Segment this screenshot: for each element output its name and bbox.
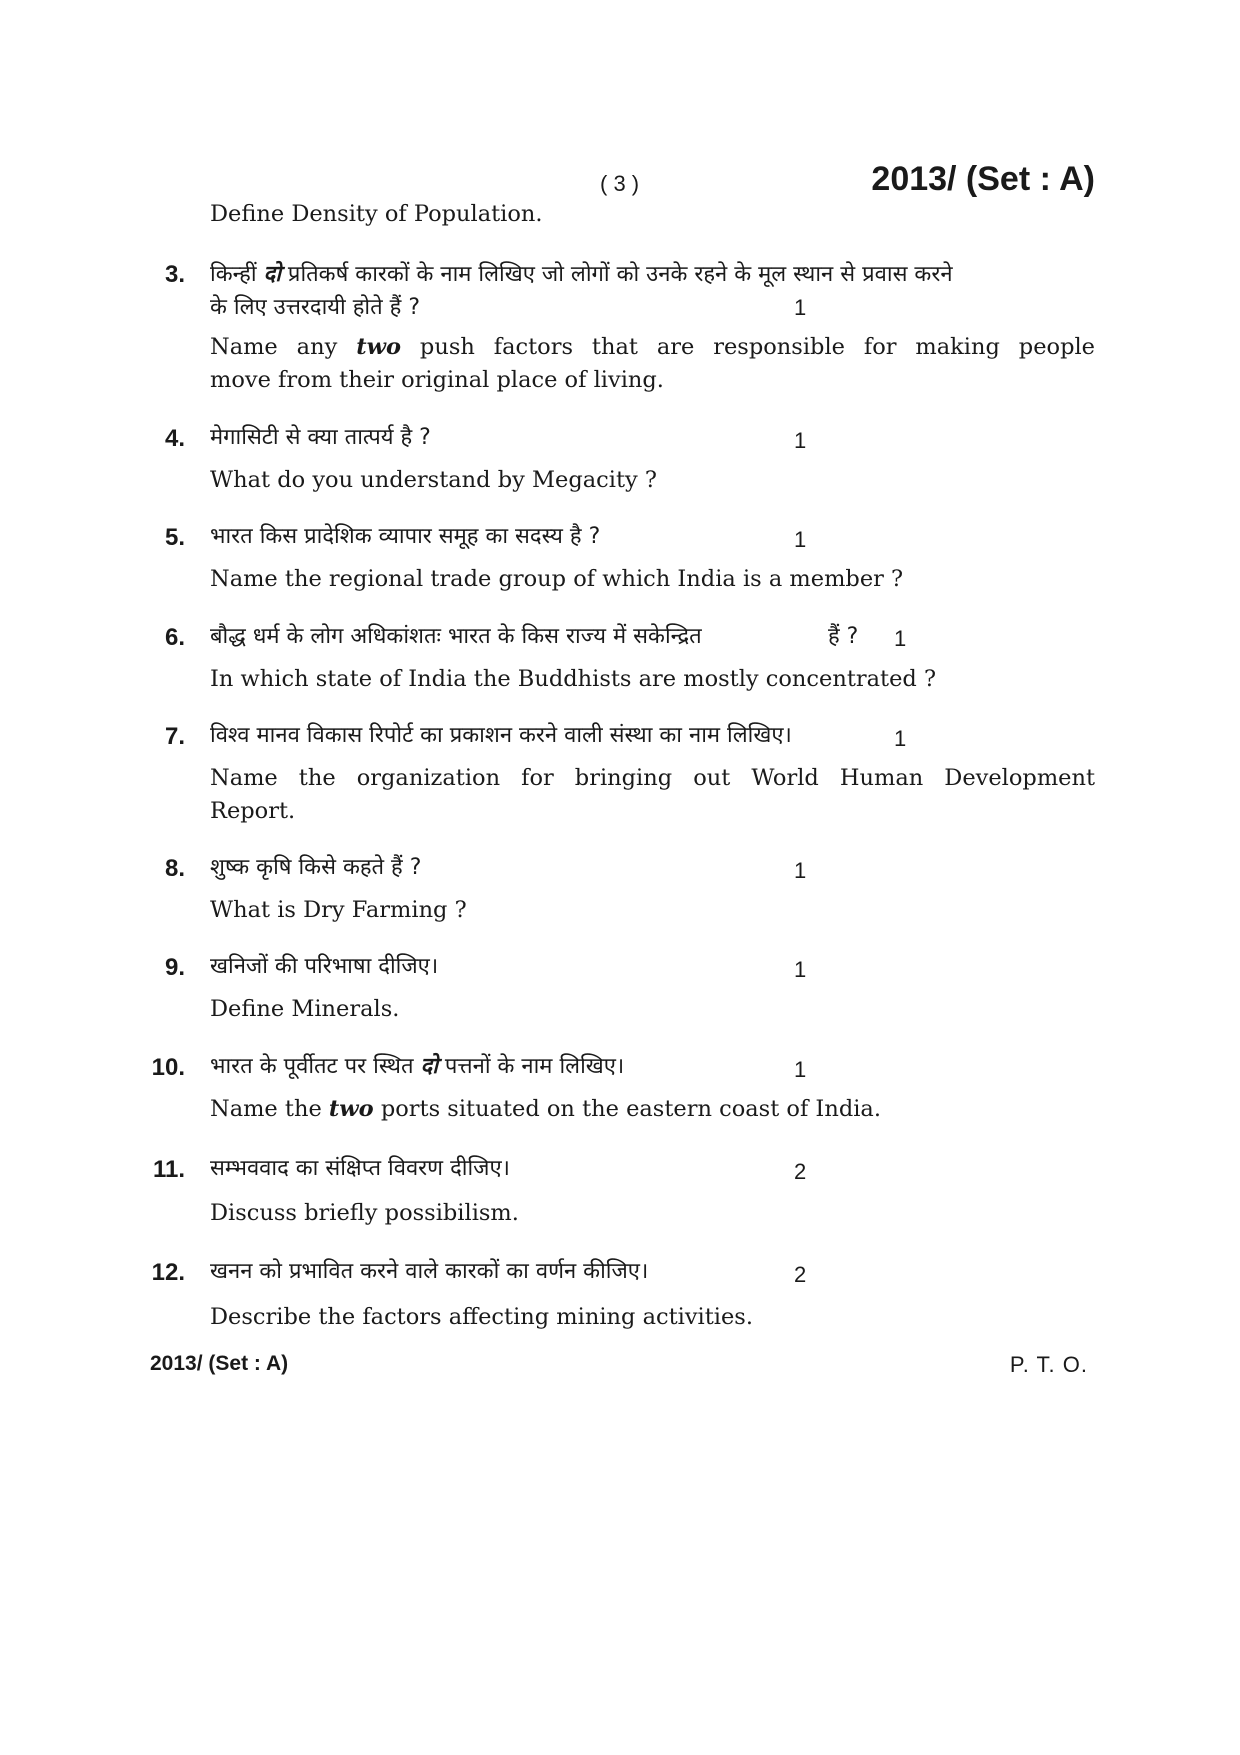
question-hindi: खनिजों की परिभाषा दीजिए।: [210, 954, 439, 979]
question-hindi: मेगासिटी से क्या तात्पर्य है ?: [210, 425, 431, 450]
footer-set-label: 2013/ (Set : A): [150, 1352, 289, 1375]
marks: 2: [794, 1159, 807, 1184]
question-hindi: किन्हीं दो प्रतिकर्ष कारकों के नाम लिखिए जो लोगों को उनके रहने के मूल स्थान से प्रवास करने: [210, 262, 953, 287]
question-hindi-line2: के लिए उत्तरदायी होते हैं ?: [210, 295, 421, 320]
question-hindi: खनन को प्रभावित करने वाले कारकों का वर्णन कीजिए।: [210, 1259, 649, 1284]
intro-question-en: Define Density of Population.: [210, 201, 543, 227]
set-title: 2013/ (Set : A): [871, 160, 1095, 198]
marks: 1: [794, 295, 807, 320]
question-english: Name the organization for bringing out World Human Development: [210, 765, 1095, 791]
marks: 1: [794, 527, 807, 552]
question-english: Name the two ports situated on the eastern coast of India.: [210, 1096, 881, 1122]
question-number: 11.: [152, 1156, 185, 1183]
question-number: 7.: [164, 723, 185, 750]
marks: 2: [794, 1262, 807, 1287]
question-hindi-tail: हैं ?: [828, 624, 859, 649]
question-english: Discuss briefly possibilism.: [210, 1200, 519, 1226]
question-english: Describe the factors affecting mining activities.: [210, 1304, 753, 1330]
question-number: 12.: [151, 1259, 185, 1286]
question-english-line2: Report.: [210, 798, 296, 824]
question-hindi: भारत के पूर्वीतट पर स्थित दो पत्तनों के नाम लिखिए।: [210, 1054, 625, 1079]
question-hindi: बौद्ध धर्म के लोग अधिकांशतः भारत के किस राज्य में सकेन्द्रित: [210, 624, 702, 649]
question-english-line2: move from their original place of living.: [210, 367, 664, 393]
question-number: 6.: [164, 624, 185, 651]
question-english: Name the regional trade group of which India is a member ?: [210, 566, 904, 592]
question-english: What do you understand by Megacity ?: [210, 467, 657, 493]
question-number: 8.: [164, 855, 185, 882]
question-hindi: सम्भववाद का संक्षिप्त विवरण दीजिए।: [210, 1156, 510, 1181]
marks: 1: [794, 858, 807, 883]
question-english: In which state of India the Buddhists are mostly concentrated ?: [210, 666, 937, 692]
question-number: 10.: [151, 1054, 185, 1081]
footer-pto: P. T. O.: [1009, 1352, 1088, 1377]
question-hindi: शुष्क कृषि किसे कहते हैं ?: [210, 855, 422, 880]
question-english: What is Dry Farming ?: [210, 897, 467, 923]
question-number: 9.: [164, 954, 185, 981]
question-english: Name any two push factors that are responsible for making people: [210, 334, 1095, 360]
question-number: 5.: [164, 524, 185, 551]
marks: 1: [794, 1057, 807, 1082]
question-hindi: भारत किस प्रादेशिक व्यापार समूह का सदस्य है ?: [210, 524, 601, 549]
question-number: 4.: [164, 425, 185, 452]
marks: 1: [894, 726, 907, 751]
marks: 1: [894, 626, 907, 651]
question-english: Define Minerals.: [210, 996, 400, 1022]
marks: 1: [794, 957, 807, 982]
question-number: 3.: [164, 261, 185, 288]
marks: 1: [794, 428, 807, 453]
question-hindi: विश्व मानव विकास रिपोर्ट का प्रकाशन करने वाली संस्था का नाम लिखिए।: [210, 723, 792, 748]
page-number: ( 3 ): [600, 171, 640, 196]
